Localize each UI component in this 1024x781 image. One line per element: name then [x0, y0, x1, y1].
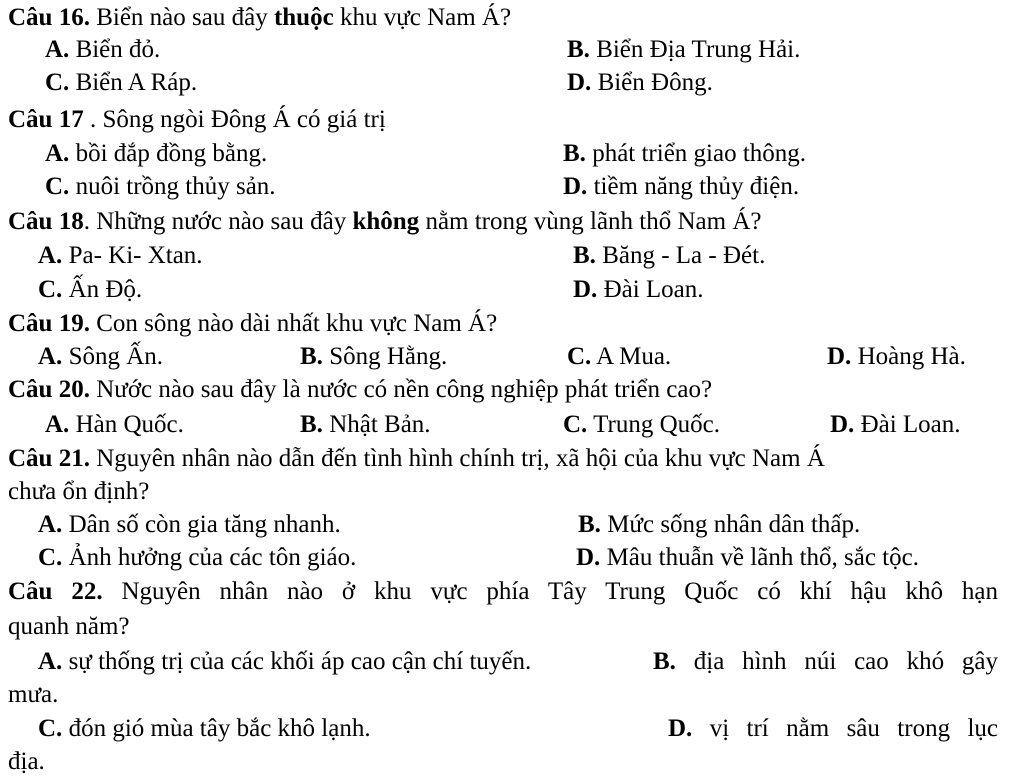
option-d: D. Đài Loan.: [830, 411, 961, 438]
question-stem: khu vực Nam Á?: [333, 4, 512, 31]
question-stem: Biển nào sau đây: [89, 4, 274, 31]
option-b: B. Biển Địa Trung Hải.: [567, 36, 801, 63]
option-d: D. tiềm năng thủy điện.: [563, 173, 800, 200]
option-a: A. Hàn Quốc.: [45, 411, 184, 438]
question-label: Câu 21.: [8, 445, 90, 472]
option-b: B. địa hình núi cao khó gây: [653, 648, 998, 675]
option-b: B. Mức sống nhân dân thấp.: [578, 511, 861, 538]
option-a: A. sự thống trị của các khối áp cao cận chí tuyến.: [38, 648, 532, 675]
option-b: B. Băng - La - Đét.: [573, 242, 766, 269]
question-22: [8, 577, 998, 607]
option-b: B. Sông Hằng.: [300, 343, 448, 370]
question-20: [8, 375, 712, 405]
question-stem: nằm trong vùng lãnh thổ Nam Á?: [419, 208, 762, 235]
option-a: A. bồi đắp đồng bằng.: [45, 140, 268, 167]
option-a: A. Sông Ấn.: [38, 343, 164, 370]
option-c: C. đón gió mùa tây bắc khô lạnh.: [38, 715, 371, 742]
option-c: C. nuôi trồng thủy sản.: [45, 173, 276, 200]
question-label: Câu 18: [8, 208, 84, 235]
question-stem: Nước nào sau đây là nước có nền công nghiệp phát triển cao?: [89, 376, 713, 403]
option-d: D. Mâu thuẫn về lãnh thổ, sắc tộc.: [576, 544, 919, 571]
question-label: Câu 16.: [8, 4, 90, 31]
question-label: Câu 19.: [8, 310, 90, 337]
question-stem: Nguyên nhân nào dẫn đến tình hình chính trị, xã hội của khu vực Nam Á: [89, 445, 825, 472]
option-a: A. Dân số còn gia tăng nhanh.: [38, 511, 341, 538]
question-stem: Con sông nào dài nhất khu vực Nam Á?: [89, 310, 498, 337]
option-a: A. Pa- Ki- Xtan.: [38, 242, 203, 269]
question-17: [8, 105, 386, 135]
question-label: Câu 20.: [8, 376, 90, 403]
question-stem-emphasis: thuộc: [273, 4, 334, 31]
option-b: B. Nhật Bản.: [300, 411, 431, 438]
option-c: C. Ấn Độ.: [38, 276, 143, 303]
question-stem: . Sông ngòi Đông Á có giá trị: [83, 106, 386, 133]
option-c: C. Ảnh hưởng của các tôn giáo.: [38, 544, 357, 571]
question-stem-continuation: chưa ổn định?: [8, 478, 150, 505]
option-d: D. Biển Đông.: [567, 69, 713, 96]
question-label: Câu 22.: [8, 578, 103, 605]
option-d: D. vị trí nằm sâu trong lục: [668, 715, 998, 742]
option-continuation: địa.: [8, 748, 45, 775]
option-c: C. Biển A Ráp.: [45, 69, 198, 96]
option-c: C. Trung Quốc.: [563, 411, 720, 438]
question-stem: Nguyên nhân nào ở khu vực phía Tây Trung Quốc có khí hậu khô hạn: [102, 578, 998, 605]
option-d: D. Đài Loan.: [573, 276, 704, 303]
option-b: B. phát triển giao thông.: [563, 140, 807, 167]
question-stem: . Những nước nào sau đây: [83, 208, 353, 235]
option-continuation: mưa.: [8, 681, 59, 708]
question-stem-emphasis: không: [352, 208, 420, 235]
question-16: [8, 3, 511, 33]
question-stem-continuation: quanh năm?: [8, 613, 130, 640]
question-21: [8, 444, 825, 474]
cut-off-text-remnant: [580, 776, 810, 781]
option-d: D. Hoàng Hà.: [827, 343, 966, 370]
question-label: Câu 17: [8, 106, 84, 133]
question-19: [8, 309, 497, 339]
option-c: C. A Mua.: [567, 343, 672, 370]
question-18: [8, 207, 762, 237]
option-a: A. Biển đỏ.: [45, 36, 161, 63]
